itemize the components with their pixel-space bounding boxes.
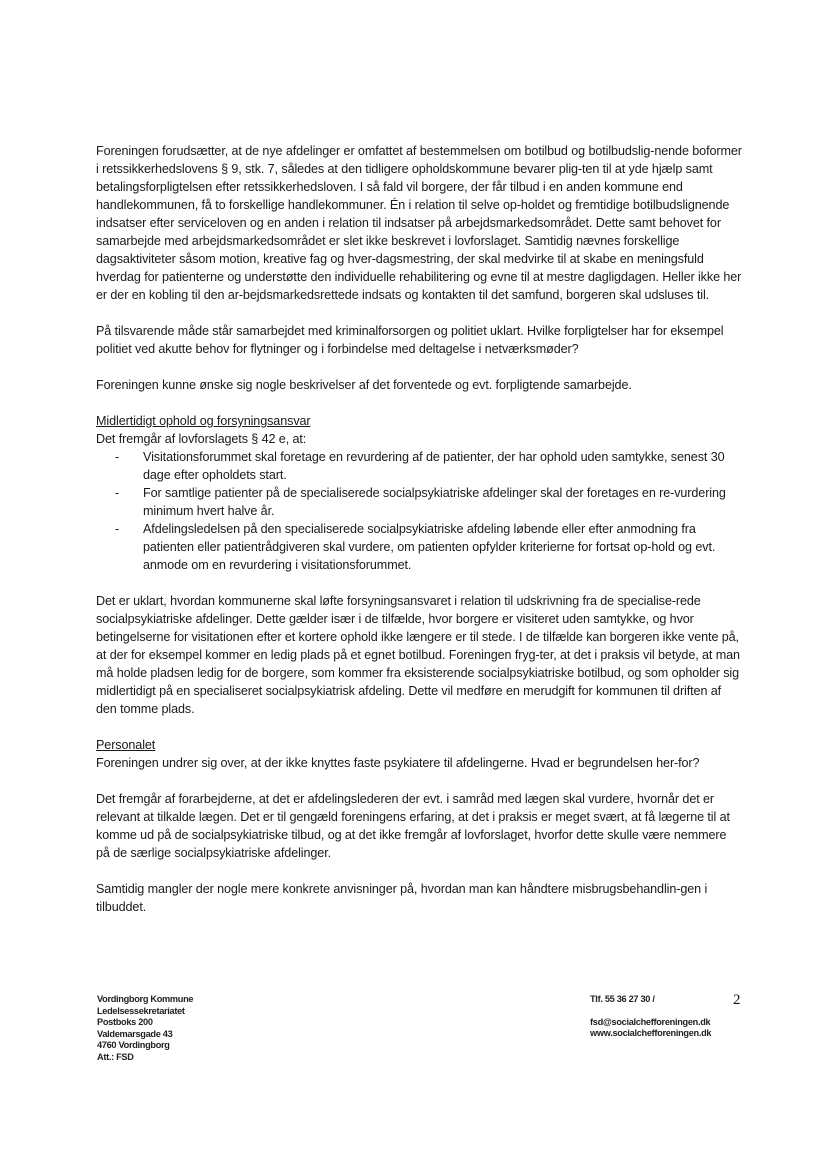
section-heading-midlertidigt-ophold: Midlertidigt ophold og forsyningsansvar <box>96 414 311 428</box>
paragraph-samarbejde: Foreningen kunne ønske sig nogle beskrivelser af det forventede og evt. forpligtende samarbejde. <box>96 378 632 392</box>
address-line: Valdemarsgade 43 <box>97 1028 173 1039</box>
email-link[interactable]: fsd@socialchefforeningen.dk <box>590 1016 711 1027</box>
address-line: 4760 Vordingborg <box>97 1040 170 1051</box>
section-heading-personalet: Personalet <box>96 738 156 752</box>
page-number: 2 <box>733 992 741 1008</box>
address-line: Postboks 200 <box>97 1017 153 1028</box>
address-line: Vordingborg Kommune <box>97 994 194 1004</box>
paragraph-kriminalforsorgen: På tilsvarende måde står samarbejdet med kriminalforsorgen og politiet uklart. Hvilke forpligtelser har for eksempel politiet ved akutte behov for flytninger og i forbindelse med deltagelse i netværksmøder? <box>96 324 724 356</box>
paragraph-psykiatere: Foreningen undrer sig over, at der ikke knyttes faste psykiatere til afdelingerne. Hvad er begrundelsen her-for? <box>96 756 700 770</box>
sender-contact <box>590 994 730 1040</box>
bullet-list <box>96 448 742 574</box>
paragraph-intro-42e: Det fremgår af lovforslagets § 42 e, at: <box>96 432 307 446</box>
recipient-address <box>97 994 193 1064</box>
website-link[interactable]: www.socialchefforeningen.dk <box>590 1028 712 1039</box>
paragraph-forsyningsansvar: Det er uklart, hvordan kommunerne skal løfte forsyningsansvaret i relation til udskrivning fra de specialise-rede socialpsykiatriske afdelinger. Dette gælder især i de tilfælde, hvor borgere er visiteret uden samtykke, og hvor betingelserne for visitationen efter et kortere ophold ikke længere er til stede. I de tilfælde kan borgeren ikke vente på, at der for eksempel kommer en ledig plads på et egnet botilbud. Foreningen fryg-ter, at det i praksis vil betyde, at man må holde pladsen ledig for de borgere, som kommer fra eksisterende socialpsykiatriske botilbud, og som opholder sig midlertidigt på en specialiseret socialpsykiatrisk afdeling. Dette vil medføre en merudgift for kommunen til driften af den tomme plads. <box>96 594 740 716</box>
list-item: - Afdelingsledelsen på den specialiserede socialpsykiatriske afdeling løbende eller efter anmodning fra patienten eller patientrådgiveren skal vurdere, om patienten opfylder kriterierne for fortsat op-hold og evt. anmode om en revurdering i visitationsforummet. <box>143 520 742 574</box>
list-item: - For samtlige patienter på de specialiserede socialpsykiatriske afdelinger skal der foretages en re-vurdering minimum hvert halve år. <box>143 484 742 520</box>
paragraph-misbrugsbehandling: Samtidig mangler der nogle mere konkrete anvisninger på, hvordan man kan håndtere misbrugsbehandlin-gen i tilbuddet. <box>96 882 708 914</box>
letter-body <box>96 142 742 916</box>
paragraph-handlekommune: Foreningen forudsætter, at de nye afdelinger er omfattet af bestemmelsen om botilbud og botilbudslig-nende boformer i retssikkerhedslovens § 9, stk. 7, således at den tidligere opholdskommune bevarer plig-ten til at yde hjælp samt betalingsforpligtelsen efter retssikkerhedsloven. I så fald vil borgere, der får tilbud i en anden kommune end handlekommunen, få to forskellige handlekommuner. Én i relation til selve op-holdet og fremtidige botilbudslignende indsatser efter serviceloven og en anden i relation til indsatser på arbejdsmarkedsområdet. Dette samt behovet for samarbejde med arbejdsmarkedsområdet er slet ikke beskrevet i lovforslaget. Samtidig nævnes forskellige dagsaktiviteter såsom motion, kreative fag og hver-dagsmestring, der skal medvirke til at skabe en meningsfuld hverdag for patienterne og understøtte den individuelle rehabilitering og evne til at mestre dagligdagen. Heller ikke her er der en kobling til den ar-bejdsmarkedsrettede indsats og kontakten til det samfund, borgeren skal udsluses til. <box>96 144 742 302</box>
phone-number: Tlf. 55 36 27 30 / <box>590 994 655 1004</box>
list-item: - Visitationsforummet skal foretage en revurdering af de patienter, der har ophold uden samtykke, senest 30 dage efter opholdets start. <box>143 448 742 484</box>
address-line: Ledelsessekretariatet <box>97 1005 185 1016</box>
address-line: Att.: FSD <box>97 1051 134 1062</box>
paragraph-laegen: Det fremgår af forarbejderne, at det er afdelingslederen der evt. i samråd med lægen skal vurdere, hvornår det er relevant at tilkalde lægen. Det er til gengæld foreningens erfaring, at det i praksis er meget svært, at få lægerne til at komme ud på de socialpsykiatriske tilbud, og at det ikke fremgår af lovforslaget, hvorfor dette skulle være nemmere på de særlige socialpsykiatriske afdelinger. <box>96 792 730 860</box>
